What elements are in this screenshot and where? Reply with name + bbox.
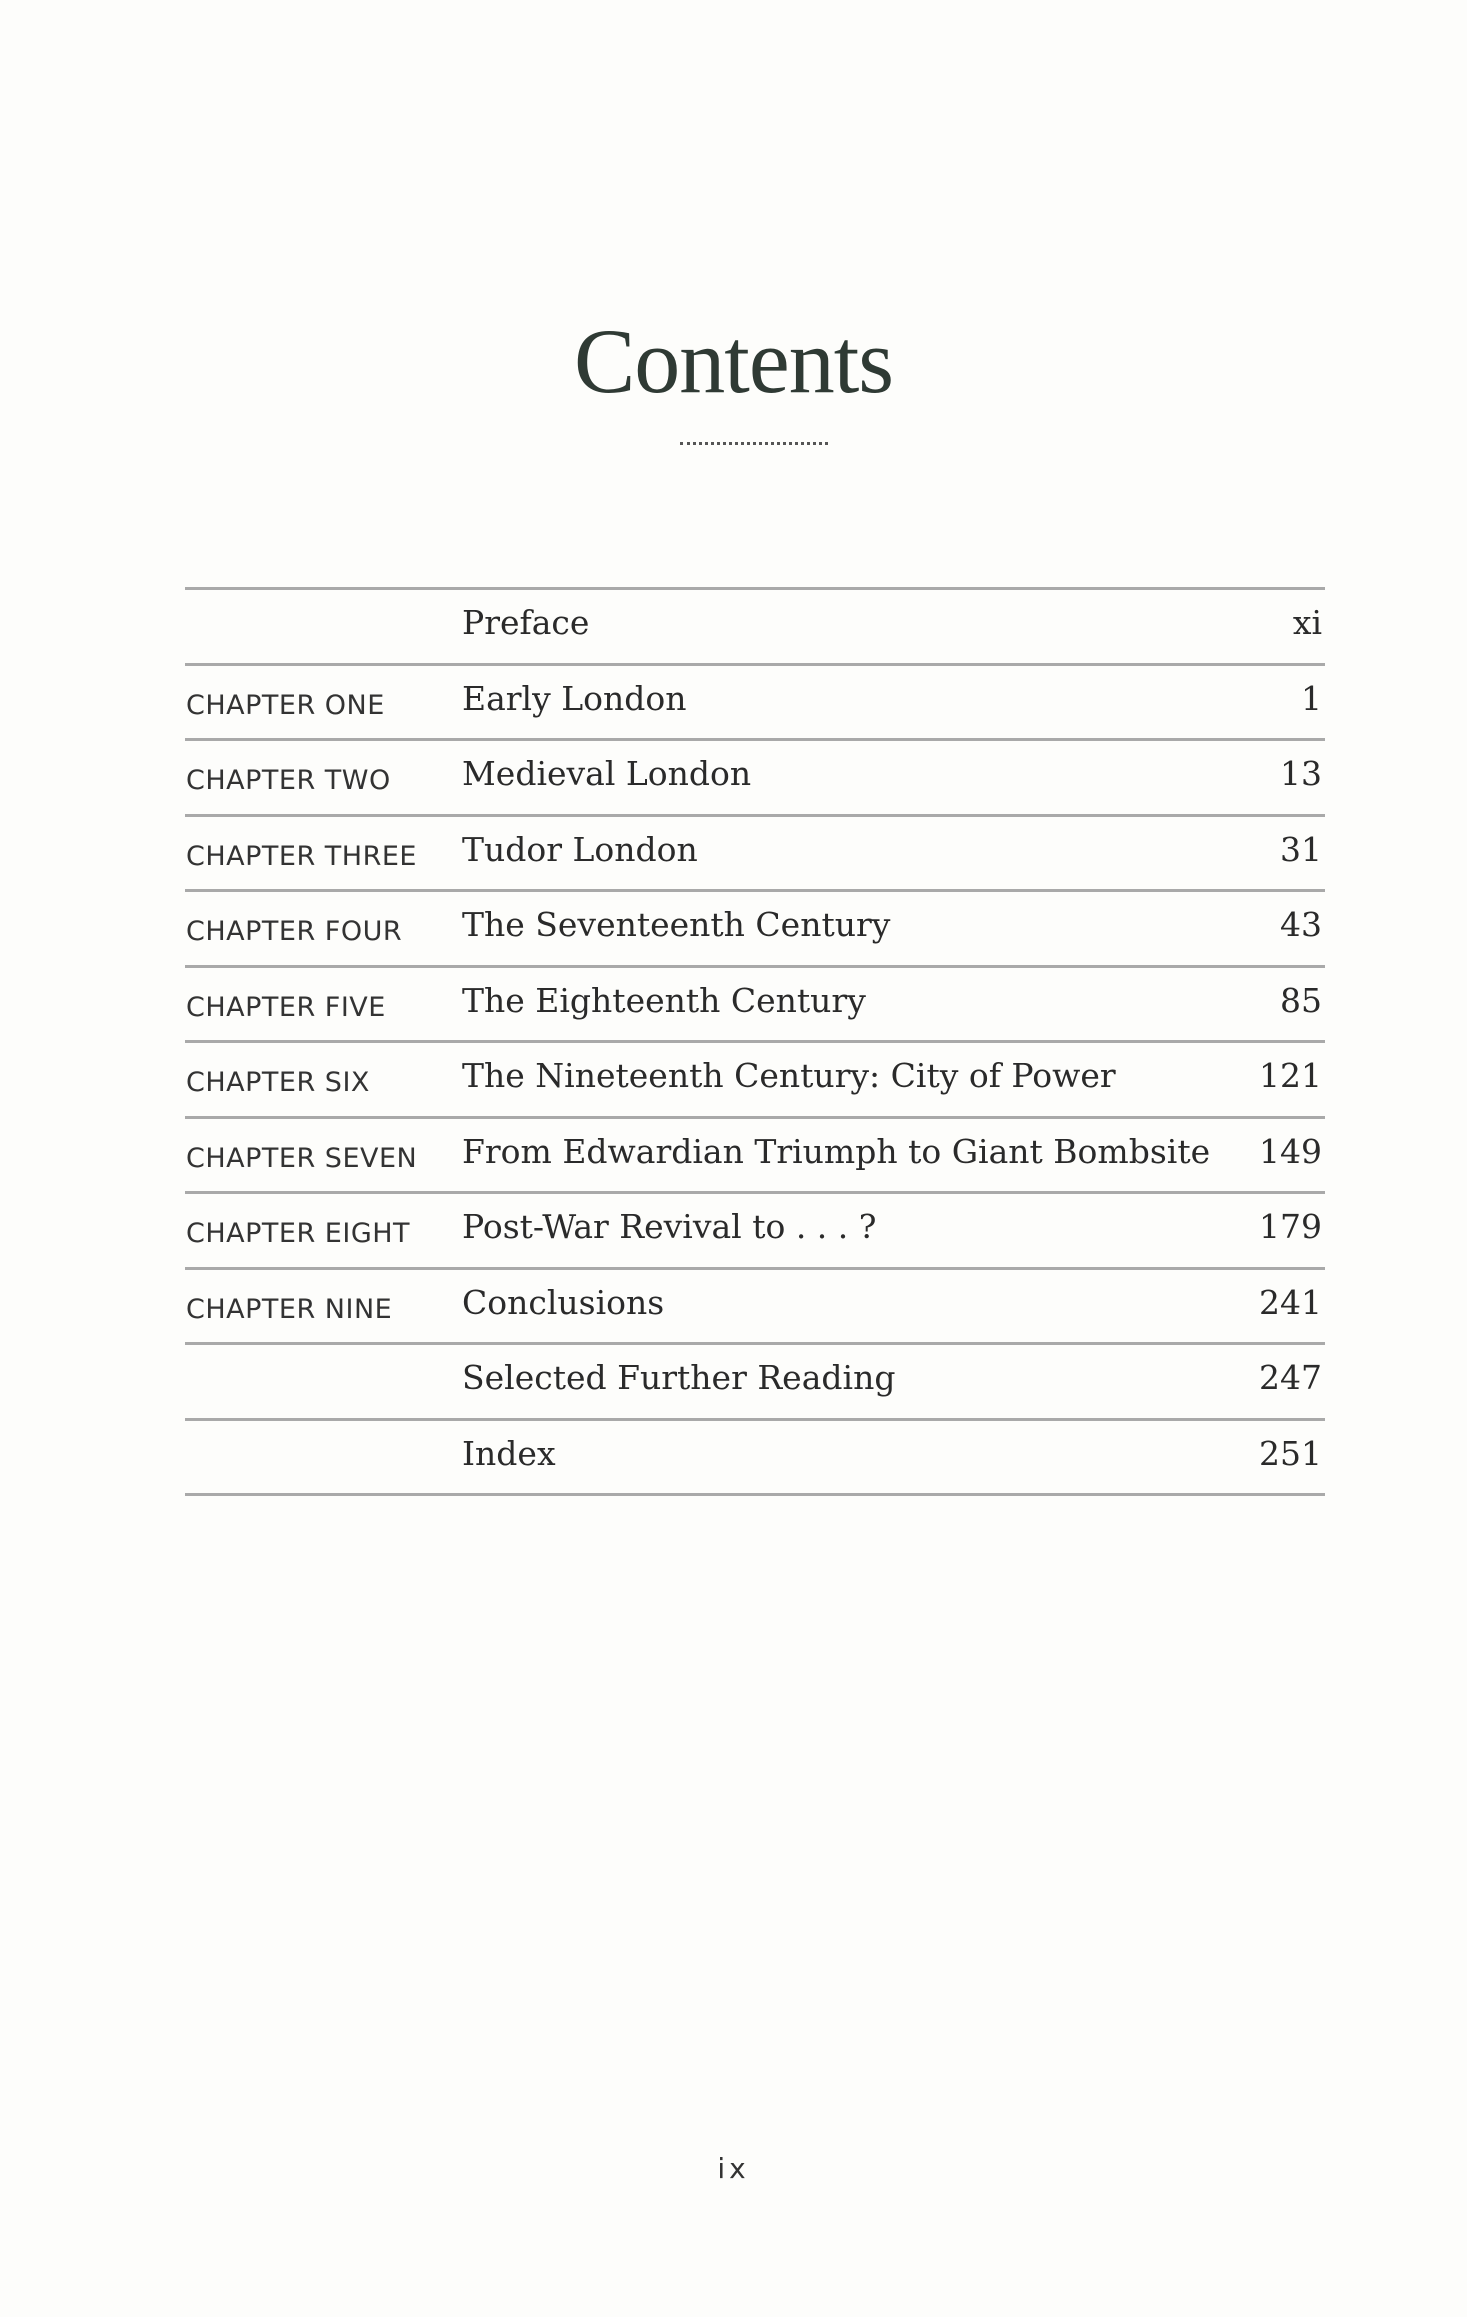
entry-title: Tudor London xyxy=(462,829,698,869)
toc-row-further-reading[interactable] xyxy=(185,1345,1325,1421)
chapter-label: CHAPTER SIX xyxy=(186,1067,370,1098)
entry-page-number: 179 xyxy=(1259,1207,1322,1246)
entry-page-number: 1 xyxy=(1301,678,1322,718)
page-folio: ix xyxy=(717,2152,750,2185)
entry-title: Medieval London xyxy=(462,754,752,793)
entry-title: The Eighteenth Century xyxy=(462,980,866,1020)
toc-row-chapter-two[interactable] xyxy=(185,741,1325,817)
title-dotted-rule xyxy=(680,442,828,445)
chapter-label: CHAPTER EIGHT xyxy=(186,1218,411,1249)
chapter-label: CHAPTER NINE xyxy=(186,1293,393,1325)
entry-page-number: xi xyxy=(1292,603,1322,642)
chapter-label: CHAPTER ONE xyxy=(186,689,385,721)
chapter-label: CHAPTER TWO xyxy=(186,765,391,796)
table-of-contents xyxy=(185,587,1325,1496)
toc-row-chapter-five[interactable] xyxy=(185,968,1325,1044)
entry-page-number: 31 xyxy=(1280,829,1322,869)
chapter-label: CHAPTER FOUR xyxy=(186,916,403,947)
toc-row-index[interactable] xyxy=(185,1421,1325,1497)
entry-title: Index xyxy=(462,1433,556,1473)
entry-page-number: 251 xyxy=(1259,1433,1322,1473)
entry-page-number: 241 xyxy=(1259,1282,1322,1322)
entry-title: Early London xyxy=(462,678,687,718)
entry-page-number: 121 xyxy=(1259,1056,1322,1095)
toc-row-chapter-three[interactable] xyxy=(185,817,1325,893)
entry-title: From Edwardian Triumph to Giant Bombsite xyxy=(462,1131,1211,1171)
toc-row-chapter-one[interactable] xyxy=(185,666,1325,742)
entry-page-number: 85 xyxy=(1280,980,1322,1020)
entry-page-number: 43 xyxy=(1280,905,1322,944)
toc-row-chapter-seven[interactable] xyxy=(185,1119,1325,1195)
chapter-label: CHAPTER THREE xyxy=(186,840,417,872)
entry-title: The Nineteenth Century: City of Power xyxy=(462,1056,1116,1095)
page-title: Contents xyxy=(573,310,894,412)
toc-row-chapter-eight[interactable] xyxy=(185,1194,1325,1270)
chapter-label: CHAPTER SEVEN xyxy=(186,1142,418,1174)
entry-title: Conclusions xyxy=(462,1282,665,1322)
entry-title: Preface xyxy=(462,603,590,642)
toc-row-chapter-six[interactable] xyxy=(185,1043,1325,1119)
entry-page-number: 149 xyxy=(1259,1131,1322,1171)
entry-page-number: 247 xyxy=(1259,1358,1322,1397)
entry-title: Selected Further Reading xyxy=(462,1358,896,1397)
entry-title: The Seventeenth Century xyxy=(462,905,891,944)
entry-page-number: 13 xyxy=(1280,754,1322,793)
chapter-label: CHAPTER FIVE xyxy=(186,991,386,1023)
toc-row-chapter-nine[interactable] xyxy=(185,1270,1325,1346)
entry-title: Post-War Revival to . . . ? xyxy=(462,1207,877,1246)
toc-row-preface[interactable] xyxy=(185,590,1325,666)
toc-row-chapter-four[interactable] xyxy=(185,892,1325,968)
